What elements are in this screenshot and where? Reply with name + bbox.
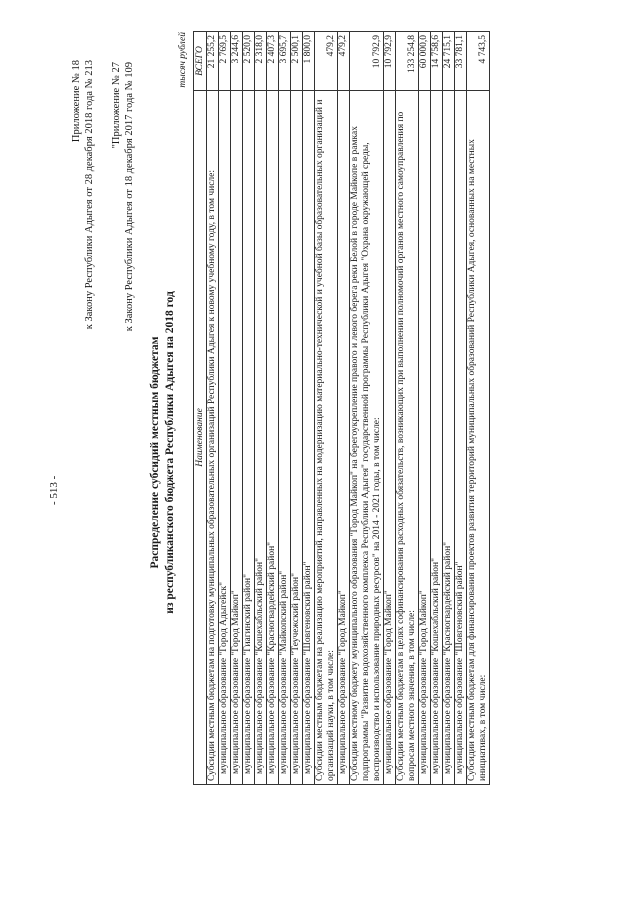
table-row	[279, 32, 291, 785]
row-name: Субсидии местным бюджетам для финансирования проектов развития территорий муниципальных образований Республики Адыгея, основанных на местных инициативах, в том числе:	[467, 91, 490, 785]
table-row	[255, 32, 267, 785]
column-header-total: ВСЕГО	[194, 32, 207, 91]
appendix-27-line1: "Приложение № 27	[111, 62, 122, 149]
row-value: 14 758,6	[431, 32, 443, 91]
row-value: 2 500,1	[291, 32, 303, 91]
table-row	[350, 32, 384, 785]
row-value: 4 743,5	[467, 32, 490, 91]
row-value: 24 715,1	[443, 32, 455, 91]
row-name: муниципальное образование "Шовгеновский район"	[455, 91, 467, 785]
title-line2: из республиканского бюджета Республики Адыгея на 2018 год	[164, 291, 176, 614]
table-row	[431, 32, 443, 785]
row-name: муниципальное образование "Кошехабльский район"	[255, 91, 267, 785]
table-row	[455, 32, 467, 785]
row-name: Субсидии местному бюджету муниципального образования "Город Майкоп" на берегоукрепление правого и левого берега реки Белой в городе Майкопе в рамках подпрограммы "Развитие водохозяйственного комплекса Республики Адыгея" государственной программы Республики Адыгея "Охрана окружающей среды, воспроизводство и использование природных ресурсов" на 2014 - 2021 годы, в том числе:	[350, 91, 384, 785]
appendix-27-line2: к Закону Республики Адыгея от 18 декабря 2017 года № 109	[124, 62, 135, 332]
document-title	[148, 0, 178, 905]
table-row	[219, 32, 231, 785]
appendix-18-line2: к Закону Республики Адыгея от 28 декабря 2018 года № 213	[84, 60, 95, 330]
table-row	[303, 32, 315, 785]
row-name: муниципальное образование "Город Майкоп"	[384, 91, 396, 785]
row-value: 133 254,8	[396, 32, 419, 91]
table-row	[291, 32, 303, 785]
row-name: муниципальное образование "Город Майкоп"	[231, 91, 243, 785]
row-name: муниципальное образование "Город Майкоп"	[419, 91, 431, 785]
table-row	[384, 32, 396, 785]
row-name: муниципальное образование "Город Майкоп"	[338, 91, 350, 785]
row-value: 33 781,1	[455, 32, 467, 91]
table-row	[443, 32, 455, 785]
table-row	[231, 32, 243, 785]
row-name: муниципальное образование "Теучежский район"	[291, 91, 303, 785]
row-value: 2 520,0	[243, 32, 255, 91]
appendix-18-header	[70, 60, 96, 329]
row-value: 60 000,0	[419, 32, 431, 91]
row-value: 10 792,9	[350, 32, 384, 91]
row-name: Субсидии местным бюджетам в целях софинансирования расходных обязательств, возникающих при выполнении полномочий органов местного самоуправления по вопросам местного значения, в том числе:	[396, 91, 419, 785]
table-row	[207, 32, 219, 785]
table-row	[338, 32, 350, 785]
table-row	[396, 32, 419, 785]
row-value: 2 318,0	[255, 32, 267, 91]
row-value: 479,2	[315, 32, 338, 91]
row-value: 2 769,5	[219, 32, 231, 91]
appendix-27-header	[110, 62, 136, 331]
row-name: Субсидии местным бюджетам на подготовку муниципальных образовательных организаций Республики Адыгея к новому учебному году, в том числе:	[207, 91, 219, 785]
row-value: 3 695,7	[279, 32, 291, 91]
row-value: 479,2	[338, 32, 350, 91]
row-name: муниципальное образование "Гиагинский район"	[243, 91, 255, 785]
row-value: 2 407,3	[267, 32, 279, 91]
row-value: 1 800,0	[303, 32, 315, 91]
table-row	[467, 32, 490, 785]
table-header-row	[194, 32, 207, 785]
row-name: муниципальное образование "Красногвардейский район"	[267, 91, 279, 785]
row-name: муниципальное образование "Город Адыгейск"	[219, 91, 231, 785]
row-value: 21 255,2	[207, 32, 219, 91]
column-header-name: Наименование	[194, 91, 207, 785]
row-name: муниципальное образование "Майкопский район"	[279, 91, 291, 785]
table-row	[267, 32, 279, 785]
row-name: муниципальное образование "Кошехабльский район"	[431, 91, 443, 785]
row-value: 10 792,9	[384, 32, 396, 91]
row-name: муниципальное образование "Шовгеновский район"	[303, 91, 315, 785]
table-row	[419, 32, 431, 785]
row-name: Субсидии местным бюджетам на реализацию мероприятий, направленных на модернизацию материально-технической и учебной базы образовательных организаций и организаций науки, в том числе:	[315, 91, 338, 785]
appendix-18-line1: Приложение № 18	[71, 60, 82, 143]
unit-label: тысяч рублей	[178, 32, 188, 88]
table-row	[315, 32, 338, 785]
title-line1: Распределение субсидий местным бюджетам	[149, 336, 161, 569]
row-name: муниципальное образование "Красногвардейский район"	[443, 91, 455, 785]
subsidies-table	[193, 31, 490, 785]
row-value: 3 244,6	[231, 32, 243, 91]
page-number: - 513 -	[48, 475, 60, 505]
table-row	[243, 32, 255, 785]
